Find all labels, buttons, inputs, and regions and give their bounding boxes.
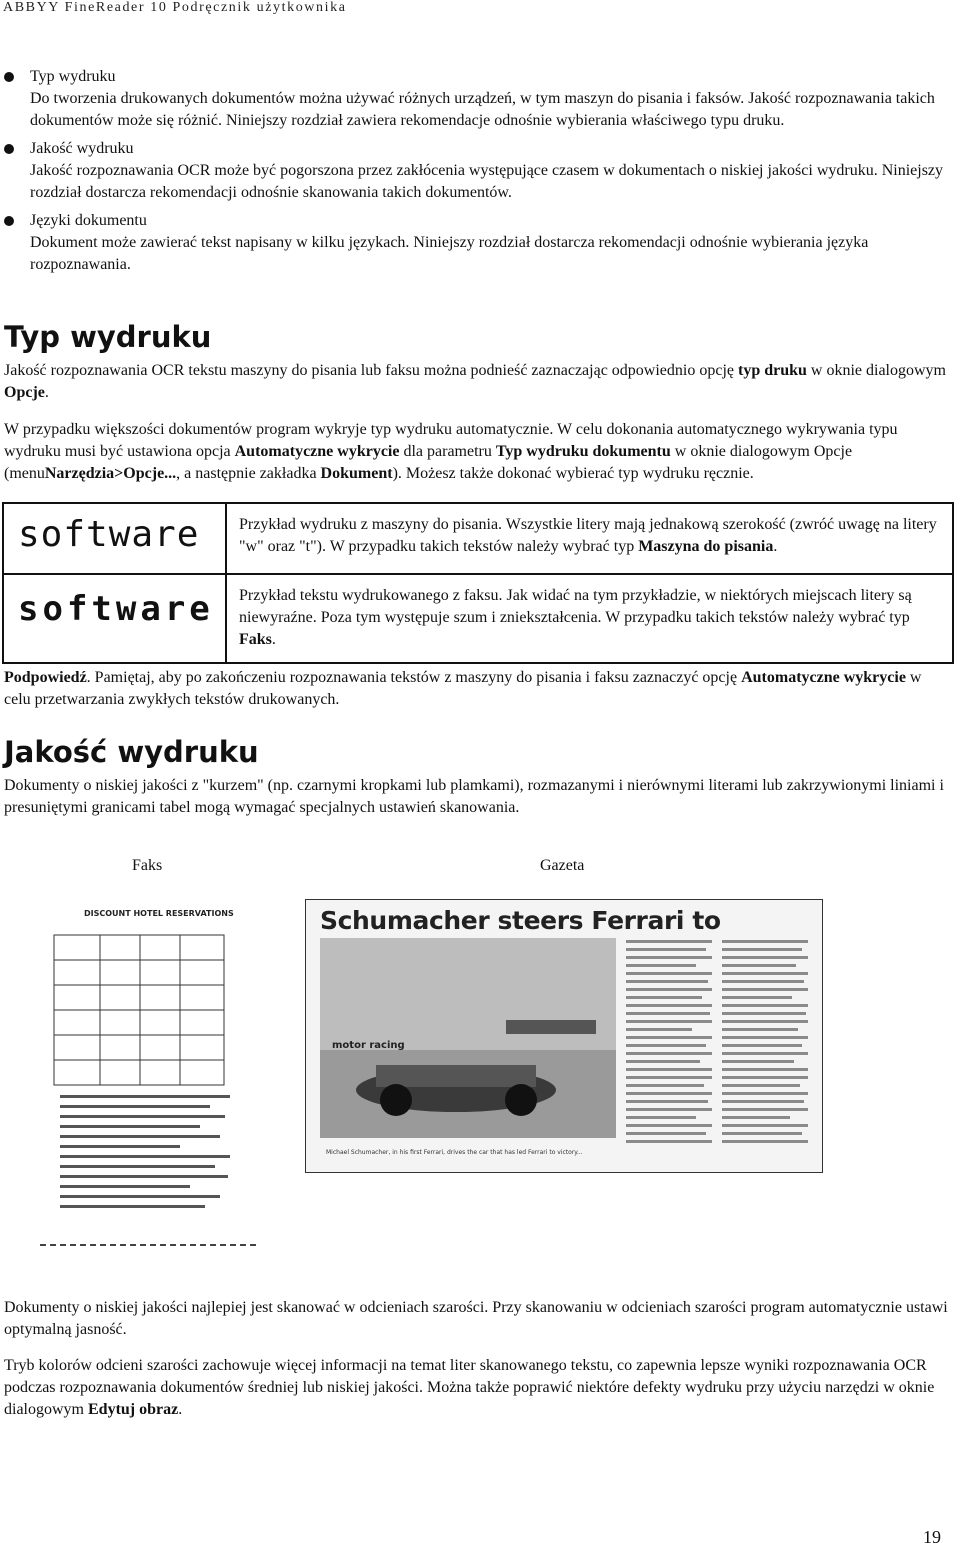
text-run: .: [271, 631, 276, 648]
text-run: ). Możesz także dokonać wybierać typ wydruku ręcznie.: [392, 465, 754, 482]
paragraph: [4, 1355, 949, 1421]
example-description: [226, 574, 953, 663]
section-heading-print-quality: Jakość wydruku: [4, 735, 259, 769]
text-run: Przykład tekstu wydrukowanego z faksu. Jak widać na tym przykładzie, w niektórych miejscach litery są niewyraźne. Poza tym występuje szum i zniekształcenia. W przypadku takich tekstów należy wybrać typ: [239, 587, 912, 626]
bullet-dot-icon: [4, 144, 14, 154]
newspaper-document-image: [305, 899, 823, 1173]
figure-label-fax: Faks: [132, 857, 163, 874]
bullet-item: [2, 138, 947, 204]
text-run: W przypadku większości dokumentów program wykryje typ wydruku automatycznie. W celu dokonania automatycznego wykrywania typu wydruku musi być ustawiona opcja: [4, 421, 898, 460]
print-type-examples-table: [2, 502, 954, 664]
text-bold: Narzędzia>Opcje...: [44, 465, 177, 482]
newspaper-headline: Schumacher steers Ferrari to: [320, 906, 721, 935]
text-bold: Opcje: [4, 384, 45, 401]
example-description: [226, 503, 953, 574]
tip-label: Podpowiedź: [4, 669, 87, 686]
text-bold: Maszyna do pisania: [638, 538, 774, 555]
paragraph: Dokumenty o niskiej jakości najlepiej jest skanować w odcieniach szarości. Przy skanowaniu w odcieniach szarości program automatycznie ustawi optymalną jasność.: [4, 1299, 948, 1338]
newspaper-caption: Michael Schumacher, in his first Ferrari, drives the car that has led Ferrari to victory...: [326, 1149, 583, 1156]
table-row: [3, 574, 953, 663]
bullet-text: Do tworzenia drukowanych dokumentów można używać różnych urządzeń, w tym maszyn do pisania i faksów. Jakość rozpoznawania takich dokumentów może się różnić. Niniejszy rozdział zawiera rekomendacje odnośnie wybierania właściwego typu druku.: [30, 90, 935, 129]
text-run: dla parametru: [399, 443, 496, 460]
fax-sample-image: [3, 574, 226, 663]
fax-table-illustration: [40, 905, 260, 1250]
sample-word: software: [18, 589, 214, 629]
paragraph: [4, 419, 949, 485]
section-heading-print-type: Typ wydruku: [4, 320, 212, 354]
paragraph: Dokumenty o niskiej jakości z "kurzem" (np. czarnymi kropkami lub plamkami), rozmazanymi i nierównymi literami lub zakrzywionymi liniami i presuniętymi granicami tabel mogą wymagać specjalnych ustawień skanowania.: [4, 777, 944, 816]
bullet-dot-icon: [4, 216, 14, 226]
intro-bullet-list: [2, 66, 947, 282]
bullet-dot-icon: [4, 72, 14, 82]
sample-word: software: [18, 514, 200, 555]
text-run: . Pamiętaj, aby po zakończeniu rozpoznawania tekstów z maszyny do pisania i faksu zaznaczyć opcję: [86, 669, 742, 686]
text-run: Przykład wydruku z maszyny do pisania. Wszystkie litery mają jednakową szerokość (zwróć uwagę na litery "w" oraz "t"). W przypadku takich tekstów należy wybrać typ: [239, 516, 937, 555]
text-run: w oknie dialogowym Opcje (menu: [4, 443, 853, 482]
text-run: w celu przetwarzania zwykłych tekstów drukowanych.: [4, 669, 922, 708]
text-bold: Dokument: [320, 465, 393, 482]
table-row: [3, 503, 953, 574]
text-bold: Automatyczne wykrycie: [741, 669, 906, 686]
text-run: .: [44, 384, 49, 401]
bullet-text: Jakość rozpoznawania OCR może być pogorszona przez zakłócenia występujące czasem w dokumentach o niskiej jakości wydruku. Niniejszy rozdział dostarcza rekomendacji odnośnie skanowania takich dokumentów.: [30, 162, 944, 201]
newspaper-photo-illustration: [306, 900, 822, 1172]
figure-label-newspaper: Gazeta: [540, 857, 585, 874]
text-bold: typ druku: [737, 362, 807, 379]
text-bold: Faks: [239, 631, 272, 648]
text-bold: Automatyczne wykrycie: [234, 443, 400, 460]
newspaper-brand: motor racing: [332, 1040, 405, 1051]
bullet-title: Języki dokumentu: [30, 212, 147, 229]
text-bold: Edytuj obraz: [88, 1401, 179, 1418]
bullet-text: Dokument może zawierać tekst napisany w kilku językach. Niniejszy rozdział dostarcza rekomendacji odnośnie wybierania języka rozpoznawania.: [30, 234, 869, 273]
text-run: , a następnie zakładka: [176, 465, 321, 482]
bullet-title: Jakość wydruku: [30, 140, 134, 157]
text-run: w oknie dialogowym: [806, 362, 946, 379]
text-run: Jakość rozpoznawania OCR tekstu maszyny do pisania lub faksu można podnieść zaznaczając odpowiednio opcję: [4, 362, 738, 379]
text-run: .: [178, 1401, 183, 1418]
text-bold: Typ wydruku dokumentu: [495, 443, 671, 460]
typewriter-sample-image: [3, 503, 226, 574]
fax-document-image: [20, 885, 282, 1270]
running-header: ABBYY FineReader 10 Podręcznik użytkownika: [3, 0, 347, 15]
text-run: .: [773, 538, 778, 555]
bullet-item: [2, 210, 947, 276]
fax-title: DISCOUNT HOTEL RESERVATIONS: [84, 909, 234, 918]
paragraph: [4, 360, 949, 404]
text-run: Tryb kolorów odcieni szarości zachowuje więcej informacji na temat liter skanowanego tekstu, co zapewnia lepsze wyniki rozpoznawania OCR podczas rozpoznawania dokumentów średniej lub niskiej jakości. Można także poprawić niektóre defekty wydruku przy użyciu narzędzi w oknie dialogowym: [4, 1357, 935, 1418]
bullet-item: [2, 66, 947, 132]
bullet-title: Typ wydruku: [30, 68, 116, 85]
tip-paragraph: [4, 667, 949, 711]
page-number: 19: [923, 1527, 941, 1547]
